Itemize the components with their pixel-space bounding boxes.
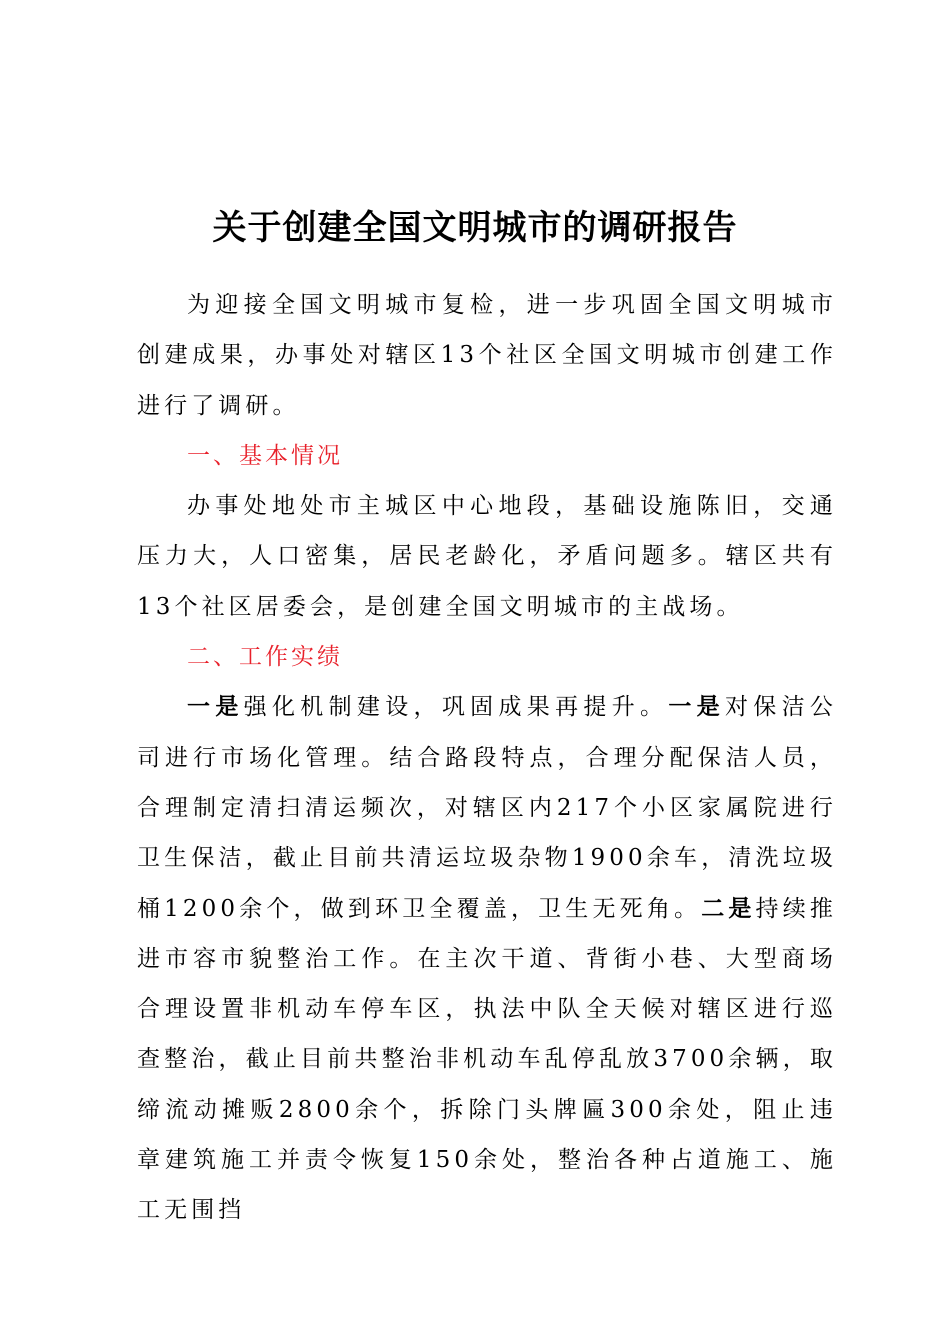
- work-results-text-3: 持续推进市容市貌整治工作。在主次干道、背街小巷、大型商场合理设置非机动车停车区，执法中队全天候对辖区进行巡查整治，截止目前共整治非机动车乱停乱放3700余辆，取缔流动摊贩2800余个，拆除门头牌匾300余处，阻止违章建筑施工并责令恢复150余处，整治各种占道施工、施工无围挡: [137, 895, 837, 1224]
- work-results-text-1: 强化机制建设，巩固成果再提升。: [243, 694, 669, 721]
- section-heading-basic-situation: 一、基本情况: [187, 442, 343, 469]
- intro-paragraph: 为迎接全国文明城市复检，进一步巩固全国文明城市创建成果，办事处对辖区13个社区全国文明城市创建工作进行了调研。: [137, 292, 837, 419]
- lead-marker-3: 二是: [701, 894, 756, 922]
- lead-marker-1: 一是: [187, 693, 244, 721]
- section-heading-work-results: 二、工作实绩: [187, 644, 343, 671]
- document-body: [137, 280, 837, 1236]
- document-title: 关于创建全国文明城市的调研报告: [212, 208, 738, 248]
- basic-situation-paragraph: 办事处地处市主城区中心地段，基础设施陈旧，交通压力大，人口密集，居民老龄化，矛盾问题多。辖区共有13个社区居委会，是创建全国文明城市的主战场。: [137, 493, 837, 620]
- work-results-text-2: 对保洁公司进行市场化管理。结合路段特点，合理分配保洁人员，合理制定清扫清运频次，对辖区内217个小区家属院进行卫生保洁，截止目前共清运垃圾杂物1900余车，清洗垃圾桶1200余个，做到环卫全覆盖，卫生无死角。: [137, 694, 838, 922]
- work-results-paragraph: [137, 682, 837, 1235]
- lead-marker-2: 一是: [668, 693, 725, 721]
